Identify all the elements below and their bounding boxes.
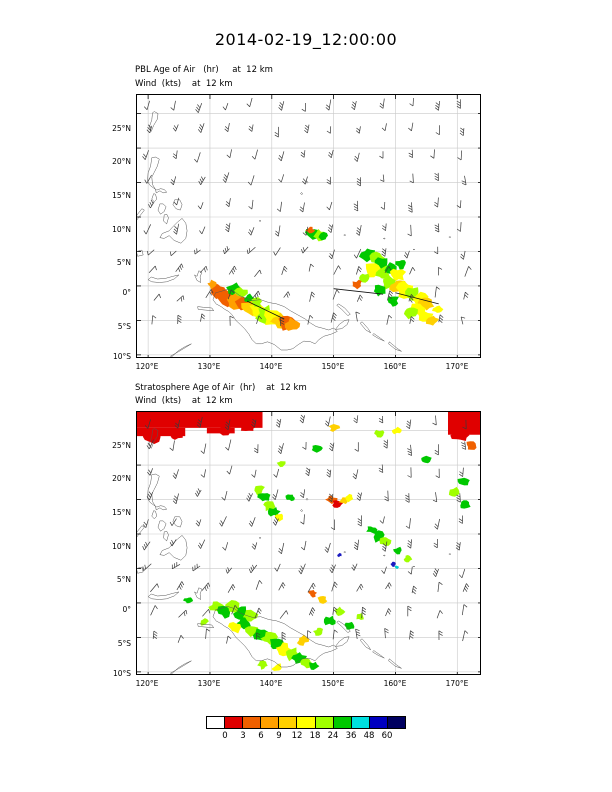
panel1-ytick-7: 10°S — [112, 352, 131, 361]
panel2-xtick-0: 120°E — [135, 679, 159, 688]
figure-title: 2014-02-19_12:00:00 — [214, 30, 398, 49]
panel2-ytick-1: 20°N — [112, 474, 131, 483]
panel1-plot-area[interactable] — [136, 94, 481, 358]
colorbar-swatch-7 — [334, 717, 352, 728]
panel1-label-line2: Wind (kts) at 12 km — [135, 79, 233, 89]
panel1-xtick-5: 170°E — [445, 362, 469, 371]
colorbar-tick-6: 24 — [327, 731, 339, 741]
colorbar-tick-9: 60 — [381, 731, 393, 741]
colorbar-swatch-9 — [370, 717, 388, 728]
colorbar-tick-0: 0 — [222, 731, 228, 741]
panel1-ytick-6: 5°S — [117, 322, 131, 331]
panel2-ytick-7: 10°S — [112, 669, 131, 678]
colorbar-tick-8: 48 — [363, 731, 375, 741]
colorbar-swatch-4 — [279, 717, 297, 728]
colorbar-tick-3: 9 — [276, 731, 282, 741]
colorbar-swatch-8 — [352, 717, 370, 728]
panel2-xtick-5: 170°E — [445, 679, 469, 688]
colorbar — [0, 716, 612, 743]
colorbar-swatch-6 — [316, 717, 334, 728]
colorbar-swatch-10 — [388, 717, 405, 728]
panel2-xtick-1: 130°E — [197, 679, 221, 688]
panel2-ytick-2: 15°N — [112, 508, 131, 517]
panel1-ytick-2: 15°N — [112, 191, 131, 200]
colorbar-swatch-0 — [207, 717, 225, 728]
colorbar-swatch-2 — [243, 717, 261, 728]
colorbar-tick-labels — [207, 731, 405, 743]
panel2-label-line1: Stratosphere Age of Air (hr) at 12 km — [135, 383, 307, 393]
panel1-map-overlay — [137, 95, 481, 358]
colorbar-tick-7: 36 — [345, 731, 357, 741]
panel1-xtick-3: 150°E — [321, 362, 345, 371]
panel2-ytick-5: 0° — [122, 605, 131, 614]
colorbar-tick-5: 18 — [309, 731, 321, 741]
colorbar-swatch-1 — [225, 717, 243, 728]
panel2-label-line2: Wind (kts) at 12 km — [135, 396, 233, 406]
colorbar-tick-4: 12 — [291, 731, 303, 741]
panel1-label-line1: PBL Age of Air (hr) at 12 km — [135, 65, 273, 75]
panel2-ytick-0: 25°N — [112, 441, 131, 450]
panel2-map-overlay — [137, 412, 481, 675]
panel1-ytick-1: 20°N — [112, 157, 131, 166]
colorbar-tick-2: 6 — [258, 731, 264, 741]
panel2-ytick-3: 10°N — [112, 542, 131, 551]
colorbar-swatches — [206, 716, 406, 729]
panel2-ytick-4: 5°N — [116, 575, 131, 584]
panel1-xtick-1: 130°E — [197, 362, 221, 371]
panel2-ytick-6: 5°S — [117, 639, 131, 648]
panel1-xtick-4: 160°E — [383, 362, 407, 371]
panel1-xtick-2: 140°E — [259, 362, 283, 371]
panel2-xtick-4: 160°E — [383, 679, 407, 688]
panel1-ytick-4: 5°N — [116, 258, 131, 267]
colorbar-tick-1: 3 — [240, 731, 246, 741]
panel1-ytick-3: 10°N — [112, 225, 131, 234]
panel2-xtick-2: 140°E — [259, 679, 283, 688]
panel1-ytick-5: 0° — [122, 288, 131, 297]
colorbar-swatch-5 — [297, 717, 315, 728]
panel2-plot-area[interactable] — [136, 411, 481, 675]
colorbar-swatch-3 — [261, 717, 279, 728]
panel1-xtick-0: 120°E — [135, 362, 159, 371]
panel2-xtick-3: 150°E — [321, 679, 345, 688]
panel1-ytick-0: 25°N — [112, 124, 131, 133]
